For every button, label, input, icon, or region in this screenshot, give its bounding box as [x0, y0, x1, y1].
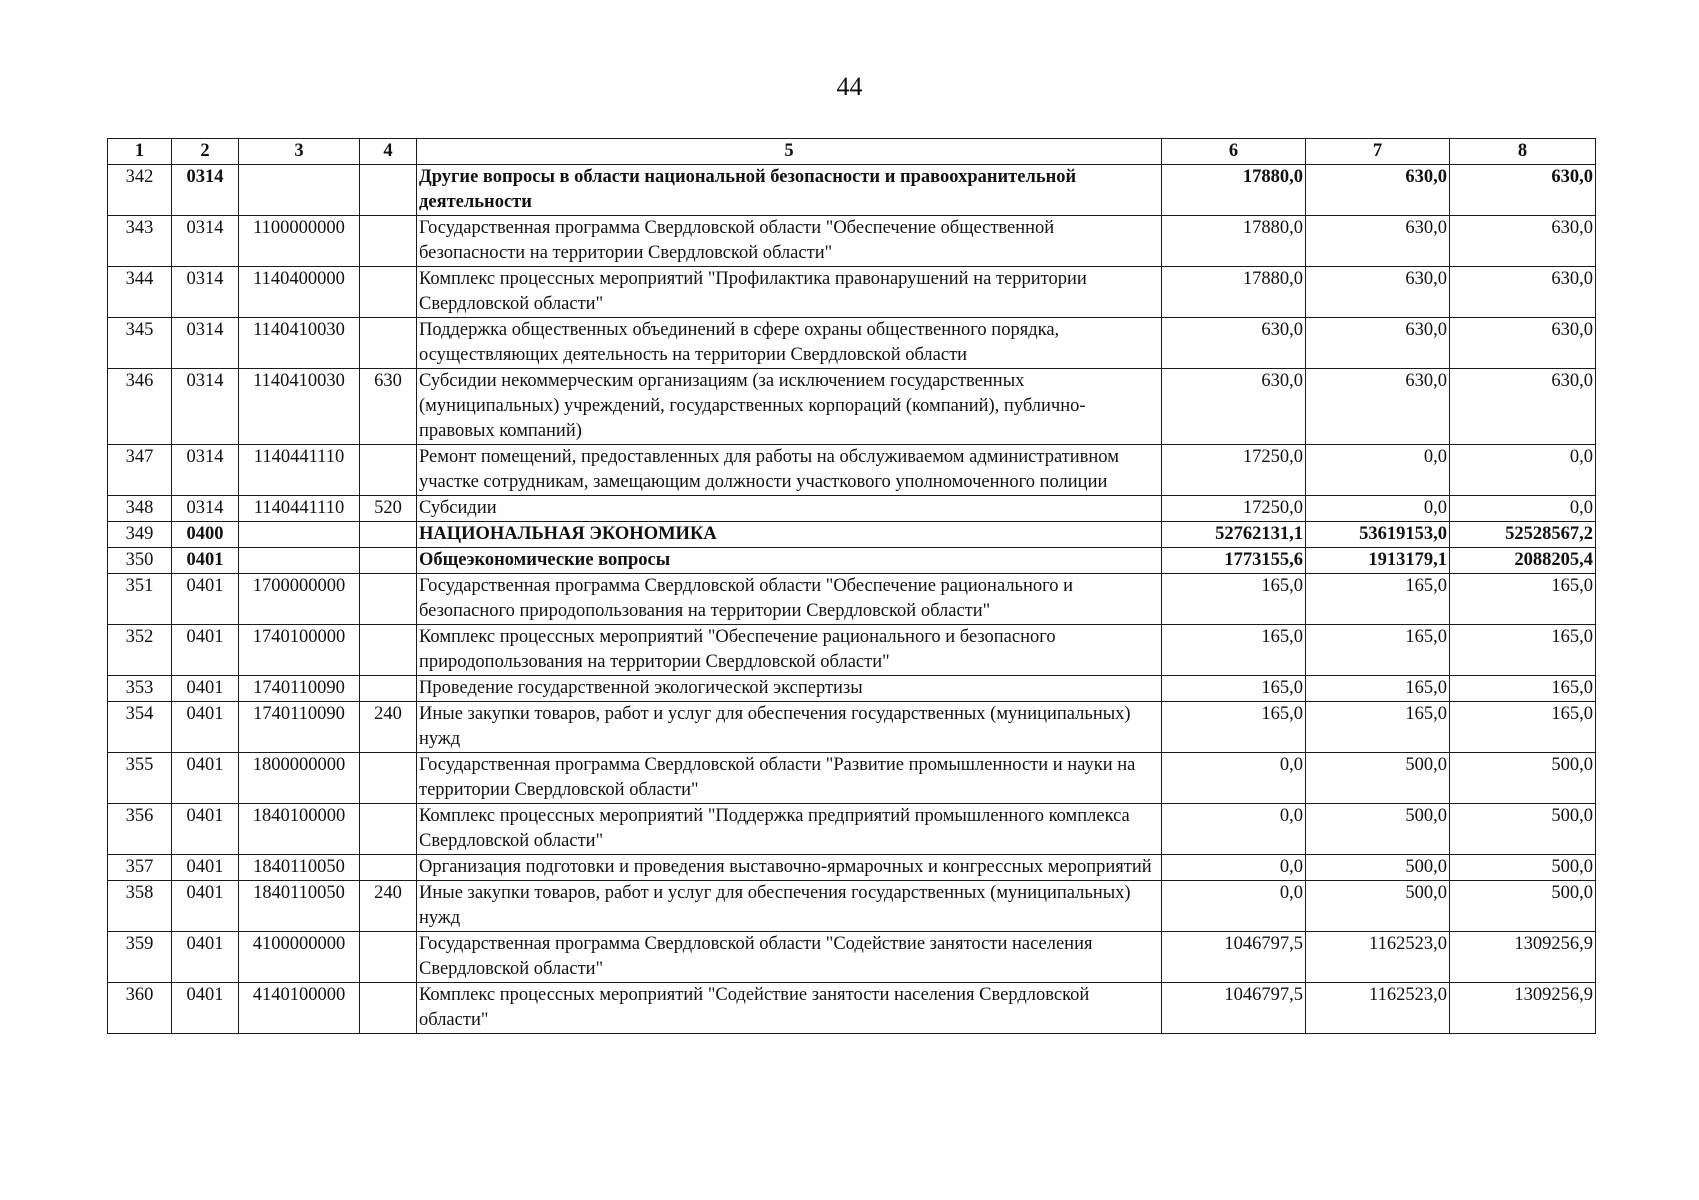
- section-code: 0401: [172, 625, 239, 676]
- amount-col-8: 630,0: [1450, 369, 1596, 445]
- amount-col-7: 500,0: [1306, 881, 1450, 932]
- amount-col-6: 17250,0: [1162, 445, 1306, 496]
- expense-type-code: [360, 676, 417, 702]
- section-code: 0401: [172, 983, 239, 1034]
- row-number: 345: [108, 318, 172, 369]
- amount-col-6: 0,0: [1162, 881, 1306, 932]
- amount-col-7: 1162523,0: [1306, 932, 1450, 983]
- amount-col-8: 165,0: [1450, 702, 1596, 753]
- target-article-code: 1140410030: [239, 318, 360, 369]
- amount-col-6: 0,0: [1162, 855, 1306, 881]
- amount-col-8: 500,0: [1450, 804, 1596, 855]
- amount-col-7: 630,0: [1306, 165, 1450, 216]
- item-name: Субсидии: [417, 496, 1162, 522]
- amount-col-6: 17880,0: [1162, 165, 1306, 216]
- section-code: 0401: [172, 753, 239, 804]
- section-code: 0401: [172, 804, 239, 855]
- target-article-code: 4100000000: [239, 932, 360, 983]
- row-number: 346: [108, 369, 172, 445]
- amount-col-8: 630,0: [1450, 267, 1596, 318]
- expense-type-code: [360, 753, 417, 804]
- amount-col-6: 17880,0: [1162, 267, 1306, 318]
- amount-col-8: 1309256,9: [1450, 932, 1596, 983]
- row-number: 349: [108, 522, 172, 548]
- table-row: [108, 625, 1596, 676]
- row-number: 352: [108, 625, 172, 676]
- section-code: 0400: [172, 522, 239, 548]
- expense-type-code: [360, 548, 417, 574]
- row-number: 360: [108, 983, 172, 1034]
- amount-col-7: 1162523,0: [1306, 983, 1450, 1034]
- expense-type-code: [360, 267, 417, 318]
- page-number: 44: [836, 72, 863, 101]
- section-code: 0314: [172, 496, 239, 522]
- target-article-code: 1840110050: [239, 881, 360, 932]
- item-name: Государственная программа Свердловской области "Обеспечение рационального и безопасного природопользования на территории Свердловской области": [417, 574, 1162, 625]
- expense-type-code: [360, 574, 417, 625]
- amount-col-8: 1309256,9: [1450, 983, 1596, 1034]
- table-row: [108, 702, 1596, 753]
- amount-col-6: 52762131,1: [1162, 522, 1306, 548]
- table-row: [108, 932, 1596, 983]
- column-header: 7: [1306, 139, 1450, 165]
- table-row: [108, 369, 1596, 445]
- item-name: Государственная программа Свердловской области "Обеспечение общественной безопасности на территории Свердловской области": [417, 216, 1162, 267]
- column-header: 8: [1450, 139, 1596, 165]
- target-article-code: [239, 548, 360, 574]
- item-name: Субсидии некоммерческим организациям (за исключением государственных (муниципальных) учреждений, государственных корпораций (компаний), публично-правовых компаний): [417, 369, 1162, 445]
- item-name: Ремонт помещений, предоставленных для работы на обслуживаемом административном участке сотрудникам, замещающим должности участкового уполномоченного полиции: [417, 445, 1162, 496]
- amount-col-7: 0,0: [1306, 445, 1450, 496]
- header-row: [108, 139, 1596, 165]
- budget-table: [107, 138, 1596, 1034]
- row-number: 355: [108, 753, 172, 804]
- section-code: 0314: [172, 267, 239, 318]
- row-number: 356: [108, 804, 172, 855]
- section-code: 0314: [172, 369, 239, 445]
- table-row: [108, 676, 1596, 702]
- table-row: [108, 574, 1596, 625]
- section-code: 0314: [172, 445, 239, 496]
- table-row: [108, 983, 1596, 1034]
- target-article-code: [239, 165, 360, 216]
- amount-col-7: 500,0: [1306, 753, 1450, 804]
- amount-col-6: 1046797,5: [1162, 983, 1306, 1034]
- column-header: 5: [417, 139, 1162, 165]
- amount-col-8: 500,0: [1450, 881, 1596, 932]
- amount-col-6: 165,0: [1162, 625, 1306, 676]
- row-number: 359: [108, 932, 172, 983]
- amount-col-7: 165,0: [1306, 702, 1450, 753]
- amount-col-8: 500,0: [1450, 855, 1596, 881]
- amount-col-6: 165,0: [1162, 676, 1306, 702]
- target-article-code: 1140410030: [239, 369, 360, 445]
- expense-type-code: [360, 804, 417, 855]
- amount-col-7: 165,0: [1306, 625, 1450, 676]
- target-article-code: 1800000000: [239, 753, 360, 804]
- amount-col-6: 0,0: [1162, 753, 1306, 804]
- section-code: 0314: [172, 318, 239, 369]
- amount-col-7: 630,0: [1306, 216, 1450, 267]
- table-row: [108, 445, 1596, 496]
- item-name: Комплекс процессных мероприятий "Профилактика правонарушений на территории Свердловской области": [417, 267, 1162, 318]
- amount-col-7: 0,0: [1306, 496, 1450, 522]
- table-row: [108, 496, 1596, 522]
- amount-col-7: 165,0: [1306, 676, 1450, 702]
- column-header: 3: [239, 139, 360, 165]
- table-row: [108, 548, 1596, 574]
- item-name: Общеэкономические вопросы: [417, 548, 1162, 574]
- expense-type-code: [360, 216, 417, 267]
- amount-col-8: 630,0: [1450, 318, 1596, 369]
- column-header: 4: [360, 139, 417, 165]
- amount-col-6: 1773155,6: [1162, 548, 1306, 574]
- item-name: Другие вопросы в области национальной безопасности и правоохранительной деятельности: [417, 165, 1162, 216]
- amount-col-6: 17250,0: [1162, 496, 1306, 522]
- expense-type-code: 630: [360, 369, 417, 445]
- row-number: 357: [108, 855, 172, 881]
- amount-col-8: 630,0: [1450, 216, 1596, 267]
- target-article-code: [239, 522, 360, 548]
- item-name: Комплекс процессных мероприятий "Поддержка предприятий промышленного комплекса Свердловской области": [417, 804, 1162, 855]
- amount-col-8: 165,0: [1450, 574, 1596, 625]
- target-article-code: 1140441110: [239, 445, 360, 496]
- item-name: Иные закупки товаров, работ и услуг для обеспечения государственных (муниципальных) нужд: [417, 881, 1162, 932]
- row-number: 354: [108, 702, 172, 753]
- row-number: 343: [108, 216, 172, 267]
- amount-col-7: 165,0: [1306, 574, 1450, 625]
- target-article-code: 1100000000: [239, 216, 360, 267]
- table-row: [108, 804, 1596, 855]
- section-code: 0401: [172, 881, 239, 932]
- target-article-code: 1700000000: [239, 574, 360, 625]
- target-article-code: 1840100000: [239, 804, 360, 855]
- expense-type-code: [360, 165, 417, 216]
- target-article-code: 4140100000: [239, 983, 360, 1034]
- expense-type-code: [360, 522, 417, 548]
- amount-col-6: 165,0: [1162, 574, 1306, 625]
- row-number: 358: [108, 881, 172, 932]
- target-article-code: 1840110050: [239, 855, 360, 881]
- item-name: Государственная программа Свердловской области "Развитие промышленности и науки на территории Свердловской области": [417, 753, 1162, 804]
- row-number: 348: [108, 496, 172, 522]
- item-name: Проведение государственной экологической экспертизы: [417, 676, 1162, 702]
- row-number: 350: [108, 548, 172, 574]
- section-code: 0314: [172, 165, 239, 216]
- amount-col-7: 630,0: [1306, 369, 1450, 445]
- amount-col-8: 52528567,2: [1450, 522, 1596, 548]
- item-name: Государственная программа Свердловской области "Содействие занятости населения Свердловской области": [417, 932, 1162, 983]
- section-code: 0401: [172, 548, 239, 574]
- amount-col-7: 500,0: [1306, 804, 1450, 855]
- item-name: НАЦИОНАЛЬНАЯ ЭКОНОМИКА: [417, 522, 1162, 548]
- amount-col-7: 630,0: [1306, 267, 1450, 318]
- amount-col-6: 17880,0: [1162, 216, 1306, 267]
- item-name: Поддержка общественных объединений в сфере охраны общественного порядка, осуществляющих деятельность на территории Свердловской области: [417, 318, 1162, 369]
- item-name: Иные закупки товаров, работ и услуг для обеспечения государственных (муниципальных) нужд: [417, 702, 1162, 753]
- table-row: [108, 753, 1596, 804]
- amount-col-7: 53619153,0: [1306, 522, 1450, 548]
- item-name: Организация подготовки и проведения выставочно-ярмарочных и конгрессных мероприятий: [417, 855, 1162, 881]
- expense-type-code: 240: [360, 881, 417, 932]
- amount-col-7: 1913179,1: [1306, 548, 1450, 574]
- expense-type-code: 240: [360, 702, 417, 753]
- row-number: 347: [108, 445, 172, 496]
- section-code: 0401: [172, 932, 239, 983]
- expense-type-code: [360, 625, 417, 676]
- target-article-code: 1140400000: [239, 267, 360, 318]
- expense-type-code: [360, 445, 417, 496]
- table-row: [108, 318, 1596, 369]
- section-code: 0401: [172, 855, 239, 881]
- amount-col-6: 630,0: [1162, 318, 1306, 369]
- amount-col-7: 630,0: [1306, 318, 1450, 369]
- amount-col-8: 2088205,4: [1450, 548, 1596, 574]
- column-header: 2: [172, 139, 239, 165]
- amount-col-6: 0,0: [1162, 804, 1306, 855]
- amount-col-8: 165,0: [1450, 625, 1596, 676]
- table-row: [108, 267, 1596, 318]
- amount-col-8: 500,0: [1450, 753, 1596, 804]
- expense-type-code: [360, 932, 417, 983]
- table-row: [108, 881, 1596, 932]
- amount-col-8: 165,0: [1450, 676, 1596, 702]
- amount-col-8: 0,0: [1450, 445, 1596, 496]
- column-header: 1: [108, 139, 172, 165]
- section-code: 0401: [172, 676, 239, 702]
- section-code: 0314: [172, 216, 239, 267]
- row-number: 351: [108, 574, 172, 625]
- target-article-code: 1740100000: [239, 625, 360, 676]
- row-number: 344: [108, 267, 172, 318]
- expense-type-code: [360, 855, 417, 881]
- amount-col-6: 1046797,5: [1162, 932, 1306, 983]
- target-article-code: 1740110090: [239, 676, 360, 702]
- expense-type-code: [360, 318, 417, 369]
- table-row: [108, 522, 1596, 548]
- row-number: 353: [108, 676, 172, 702]
- section-code: 0401: [172, 574, 239, 625]
- amount-col-6: 165,0: [1162, 702, 1306, 753]
- section-code: 0401: [172, 702, 239, 753]
- amount-col-8: 630,0: [1450, 165, 1596, 216]
- table-row: [108, 855, 1596, 881]
- amount-col-7: 500,0: [1306, 855, 1450, 881]
- item-name: Комплекс процессных мероприятий "Содействие занятости населения Свердловской области": [417, 983, 1162, 1034]
- amount-col-6: 630,0: [1162, 369, 1306, 445]
- column-header: 6: [1162, 139, 1306, 165]
- row-number: 342: [108, 165, 172, 216]
- table-row: [108, 216, 1596, 267]
- expense-type-code: 520: [360, 496, 417, 522]
- table-row: [108, 165, 1596, 216]
- expense-type-code: [360, 983, 417, 1034]
- item-name: Комплекс процессных мероприятий "Обеспечение рационального и безопасного природопользования на территории Свердловской области": [417, 625, 1162, 676]
- target-article-code: 1140441110: [239, 496, 360, 522]
- target-article-code: 1740110090: [239, 702, 360, 753]
- amount-col-8: 0,0: [1450, 496, 1596, 522]
